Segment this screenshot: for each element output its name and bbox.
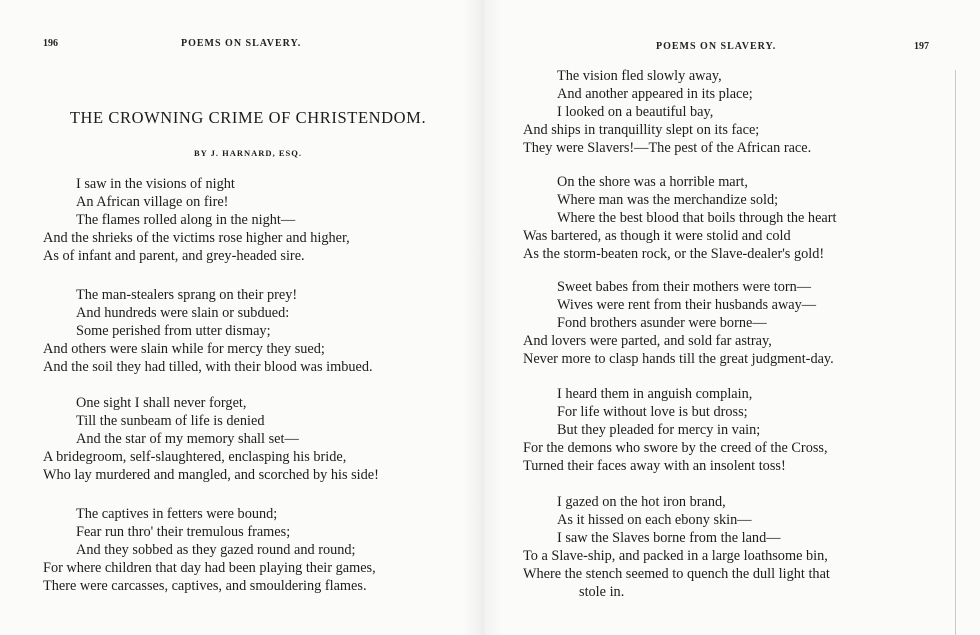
poem-line: As it hissed on each ebony skin— bbox=[557, 512, 752, 528]
left-page bbox=[0, 0, 480, 635]
page-number-left: 196 bbox=[43, 38, 58, 49]
poem-line: Till the sunbeam of life is denied bbox=[76, 413, 265, 429]
left-stanza-3 bbox=[0, 394, 379, 484]
right-stanza-1 bbox=[480, 67, 811, 157]
poem-line: And the shrieks of the victims rose higher and higher, bbox=[43, 230, 350, 246]
page-number-right: 197 bbox=[914, 41, 929, 52]
poem-line: Turned their faces away with an insolent toss! bbox=[523, 458, 786, 474]
poem-line: An African village on fire! bbox=[76, 194, 229, 210]
poem-line: But they pleaded for mercy in vain; bbox=[557, 422, 761, 438]
left-stanza-4 bbox=[0, 505, 376, 595]
poem-line: The flames rolled along in the night— bbox=[76, 212, 296, 228]
poem-line: For life without love is but dross; bbox=[557, 404, 748, 420]
poem-line: On the shore was a horrible mart, bbox=[557, 174, 748, 190]
poem-line: Where man was the merchandize sold; bbox=[557, 192, 779, 208]
poem-line: And the soil they had tilled, with their blood was imbued. bbox=[43, 359, 373, 375]
poem-line: Sweet babes from their mothers were torn— bbox=[557, 279, 812, 295]
poem-line: And they sobbed as they gazed round and round; bbox=[76, 542, 356, 558]
book-gutter bbox=[462, 0, 502, 635]
poem-line: Where the stench seemed to quench the dull light that bbox=[523, 566, 830, 582]
poem-line: I gazed on the hot iron brand, bbox=[557, 494, 726, 510]
poem-line: Fond brothers asunder were borne— bbox=[557, 315, 767, 331]
poem-line: And ships in tranquillity slept on its face; bbox=[523, 122, 760, 138]
poem-line: stole in. bbox=[579, 584, 625, 600]
right-stanza-2 bbox=[480, 173, 837, 263]
running-head-left: POEMS ON SLAVERY. bbox=[181, 38, 302, 49]
page-edge-line bbox=[955, 70, 956, 635]
poem-line: And lovers were parted, and sold far astray, bbox=[523, 333, 772, 349]
poem-title: THE CROWNING CRIME OF CHRISTENDOM. bbox=[69, 108, 427, 127]
poem-line: I looked on a beautiful bay, bbox=[557, 104, 714, 120]
poem-line: Some perished from utter dismay; bbox=[76, 323, 271, 339]
poem-line: And others were slain while for mercy they sued; bbox=[43, 341, 325, 357]
right-stanza-5 bbox=[480, 493, 830, 601]
left-stanza-2 bbox=[0, 286, 373, 376]
right-stanza-4 bbox=[480, 385, 828, 475]
poem-line: The man-stealers sprang on their prey! bbox=[76, 287, 298, 303]
poem-line: Was bartered, as though it were stolid and cold bbox=[523, 228, 791, 244]
poem-byline: BY J. HARNARD, ESQ. bbox=[194, 148, 302, 158]
poem-line: There were carcasses, captives, and smouldering flames. bbox=[43, 578, 367, 594]
left-stanza-1 bbox=[0, 175, 350, 265]
right-stanza-3 bbox=[480, 278, 834, 368]
poem-line: For where children that day had been playing their games, bbox=[43, 560, 376, 576]
poem-line: And the star of my memory shall set— bbox=[76, 431, 299, 447]
poem-line: As of infant and parent, and grey-headed sire. bbox=[43, 248, 305, 264]
poem-line: They were Slavers!—The pest of the African race. bbox=[523, 140, 812, 156]
poem-line: Fear run thro' their tremulous frames; bbox=[76, 524, 291, 540]
poem-line: Never more to clasp hands till the great judgment-day. bbox=[523, 351, 834, 367]
poem-line: One sight I shall never forget, bbox=[76, 395, 247, 411]
poem-line: And another appeared in its place; bbox=[557, 86, 753, 102]
poem-line: And hundreds were slain or subdued: bbox=[76, 305, 290, 321]
poem-line: Who lay murdered and mangled, and scorched by his side! bbox=[43, 467, 379, 483]
poem-line: Where the best blood that boils through the heart bbox=[557, 210, 837, 226]
poem-line: I saw the Slaves borne from the land— bbox=[557, 530, 781, 546]
poem-line: For the demons who swore by the creed of the Cross, bbox=[523, 440, 828, 456]
running-head-right: POEMS ON SLAVERY. bbox=[656, 41, 777, 52]
poem-line: As the storm-beaten rock, or the Slave-dealer's gold! bbox=[523, 246, 825, 262]
poem-line: I saw in the visions of night bbox=[76, 176, 235, 192]
right-page bbox=[480, 0, 980, 635]
poem-line: Wives were rent from their husbands away— bbox=[557, 297, 817, 313]
poem-line: To a Slave-ship, and packed in a large loathsome bin, bbox=[523, 548, 828, 564]
poem-line: I heard them in anguish complain, bbox=[557, 386, 753, 402]
poem-line: The vision fled slowly away, bbox=[557, 68, 722, 84]
poem-line: The captives in fetters were bound; bbox=[76, 506, 278, 522]
poem-line: A bridegroom, self-slaughtered, enclasping his bride, bbox=[43, 449, 347, 465]
